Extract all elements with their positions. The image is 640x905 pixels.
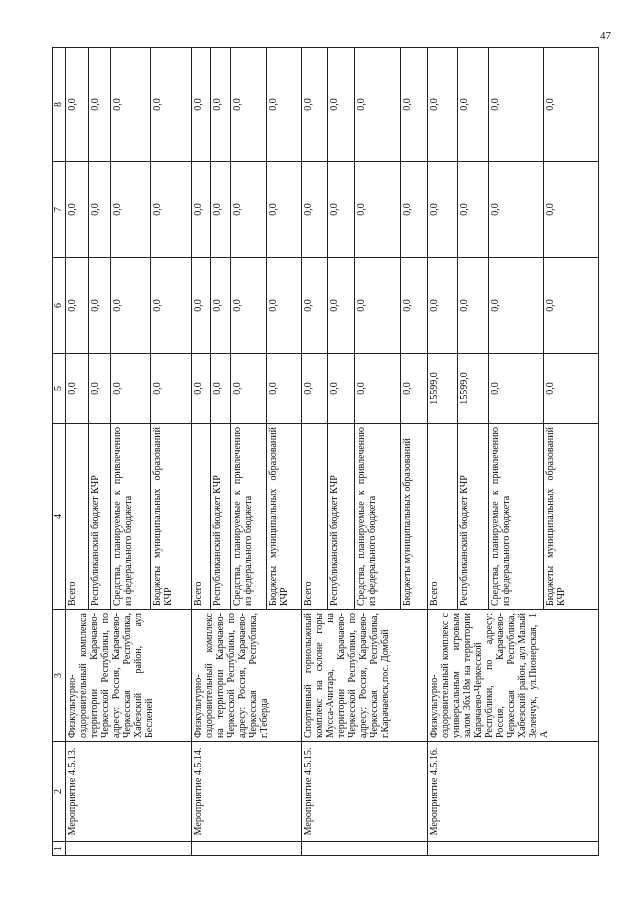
value-col6: 0,0 xyxy=(266,258,301,354)
funding-source: Всего xyxy=(191,424,211,610)
budget-table xyxy=(52,47,599,856)
header-cell: 7 xyxy=(53,162,66,258)
value-col7: 0,0 xyxy=(401,162,427,258)
value-col5: 0,0 xyxy=(543,354,598,424)
value-col6: 0,0 xyxy=(328,258,354,354)
value-col8: 0,0 xyxy=(302,48,328,162)
value-col5: 15599,0 xyxy=(458,354,489,424)
value-col7: 0,0 xyxy=(151,162,191,258)
value-col5: 0,0 xyxy=(191,354,211,424)
event-name: Мероприятие 4.5.14. xyxy=(191,742,301,842)
funding-source: Бюджеты муниципальных образований КЧР xyxy=(543,424,598,610)
header-cell: 5 xyxy=(53,354,66,424)
value-col7: 0,0 xyxy=(191,162,211,258)
value-col8: 0,0 xyxy=(151,48,191,162)
value-col6: 0,0 xyxy=(543,258,598,354)
value-col6: 0,0 xyxy=(88,258,111,354)
value-col7: 0,0 xyxy=(211,162,231,258)
header-cell: 6 xyxy=(53,258,66,354)
value-col5: 15599,0 xyxy=(427,354,458,424)
value-col6: 0,0 xyxy=(354,258,401,354)
funding-source: Республиканский бюджет КЧР xyxy=(211,424,231,610)
value-col7: 0,0 xyxy=(458,162,489,258)
index-cell xyxy=(66,842,192,856)
table-row xyxy=(66,48,89,856)
value-col8: 0,0 xyxy=(328,48,354,162)
value-col7: 0,0 xyxy=(328,162,354,258)
funding-source: Бюджеты муниципальных образований КЧР xyxy=(266,424,301,610)
value-col5: 0,0 xyxy=(88,354,111,424)
value-col6: 0,0 xyxy=(111,258,151,354)
funding-source: Всего xyxy=(66,424,89,610)
event-name: Мероприятие 4.5.13. xyxy=(66,742,192,842)
header-cell: 3 xyxy=(53,610,66,742)
value-col8: 0,0 xyxy=(489,48,544,162)
index-cell xyxy=(302,842,428,856)
rotated-table-sheet xyxy=(52,48,599,856)
value-col6: 0,0 xyxy=(302,258,328,354)
header-cell: 4 xyxy=(53,424,66,610)
funding-source: Бюджеты муниципальных образований КЧР xyxy=(151,424,191,610)
value-col5: 0,0 xyxy=(401,354,427,424)
event-name: Мероприятие 4.5.16. xyxy=(427,742,598,842)
value-col5: 0,0 xyxy=(302,354,328,424)
value-col8: 0,0 xyxy=(211,48,231,162)
page-number: 47 xyxy=(600,30,611,42)
value-col5: 0,0 xyxy=(354,354,401,424)
funding-source: Бюджеты муниципальных образований xyxy=(401,424,427,610)
value-col8: 0,0 xyxy=(543,48,598,162)
value-col6: 0,0 xyxy=(211,258,231,354)
funding-source: Средства, планируемые к привлечению из федерального бюджета xyxy=(111,424,151,610)
funding-source: Республиканский бюджет КЧР xyxy=(458,424,489,610)
value-col8: 0,0 xyxy=(266,48,301,162)
funding-source: Республиканский бюджет КЧР xyxy=(88,424,111,610)
header-cell: 1 xyxy=(53,842,66,856)
value-col6: 0,0 xyxy=(191,258,211,354)
value-col5: 0,0 xyxy=(66,354,89,424)
value-col7: 0,0 xyxy=(543,162,598,258)
header-row xyxy=(53,48,66,856)
value-col5: 0,0 xyxy=(266,354,301,424)
funding-source: Средства, планируемые к привлечению из федерального бюджета xyxy=(231,424,266,610)
value-col8: 0,0 xyxy=(66,48,89,162)
value-col8: 0,0 xyxy=(458,48,489,162)
event-name: Мероприятие 4.5.15. xyxy=(302,742,428,842)
index-cell xyxy=(427,842,598,856)
value-col7: 0,0 xyxy=(266,162,301,258)
value-col7: 0,0 xyxy=(231,162,266,258)
value-col8: 0,0 xyxy=(191,48,211,162)
table-row xyxy=(302,48,328,856)
value-col8: 0,0 xyxy=(427,48,458,162)
value-col7: 0,0 xyxy=(427,162,458,258)
event-description: Спортивный горнолыжный комплекс на склоне горы Мусса-Ачитара, на территории Карачаево-Черкесской Республики, по адресу: Россия, Карачаево-Черкесская Республика, г.Карачаевск,пос. Домбай xyxy=(302,610,428,742)
header-cell: 8 xyxy=(53,48,66,162)
value-col5: 0,0 xyxy=(111,354,151,424)
value-col5: 0,0 xyxy=(151,354,191,424)
funding-source: Республиканский бюджет КЧР xyxy=(328,424,354,610)
value-col6: 0,0 xyxy=(66,258,89,354)
value-col7: 0,0 xyxy=(302,162,328,258)
event-description: Физкультурно-оздоровительный комплекс на территории Карачаево-Черкесской Республики, по адресу: Россия, Карачаево-Черкесская Республика, г.Теберда xyxy=(191,610,301,742)
header-cell: 2 xyxy=(53,742,66,842)
value-col8: 0,0 xyxy=(231,48,266,162)
value-col6: 0,0 xyxy=(458,258,489,354)
value-col7: 0,0 xyxy=(111,162,151,258)
value-col5: 0,0 xyxy=(211,354,231,424)
funding-source: Средства, планируемые к привлечению из федерального бюджета xyxy=(354,424,401,610)
index-cell xyxy=(191,842,301,856)
value-col7: 0,0 xyxy=(354,162,401,258)
value-col6: 0,0 xyxy=(151,258,191,354)
value-col7: 0,0 xyxy=(88,162,111,258)
value-col8: 0,0 xyxy=(354,48,401,162)
value-col6: 0,0 xyxy=(489,258,544,354)
event-description: Физкультурно-оздоровительный комплекса территории Карачаево-Черкесской Республики, по адресу: Россия, Карачаево-Черкесская Республика, Хабезский район, аул Бесленей xyxy=(66,610,192,742)
value-col6: 0,0 xyxy=(401,258,427,354)
table-row xyxy=(191,48,211,856)
funding-source: Всего xyxy=(302,424,328,610)
value-col5: 0,0 xyxy=(231,354,266,424)
value-col5: 0,0 xyxy=(489,354,544,424)
value-col7: 0,0 xyxy=(66,162,89,258)
value-col6: 0,0 xyxy=(231,258,266,354)
value-col8: 0,0 xyxy=(401,48,427,162)
value-col5: 0,0 xyxy=(328,354,354,424)
value-col6: 0,0 xyxy=(427,258,458,354)
value-col7: 0,0 xyxy=(489,162,544,258)
event-description: Физкультурно-оздоровительный комплекс с универсальным игровым залом 36х18м на территории Карачаево-Черкесской Республики, по адресу: Россия, Карачаево-Черкесская Республика, Хабезский район, аул Малый Зеленчук, ул.Пионерская, 1 А xyxy=(427,610,598,742)
value-col8: 0,0 xyxy=(88,48,111,162)
funding-source: Средства, планируемые к привлечению из федерального бюджета xyxy=(489,424,544,610)
value-col8: 0,0 xyxy=(111,48,151,162)
table-row xyxy=(427,48,458,856)
funding-source: Всего xyxy=(427,424,458,610)
